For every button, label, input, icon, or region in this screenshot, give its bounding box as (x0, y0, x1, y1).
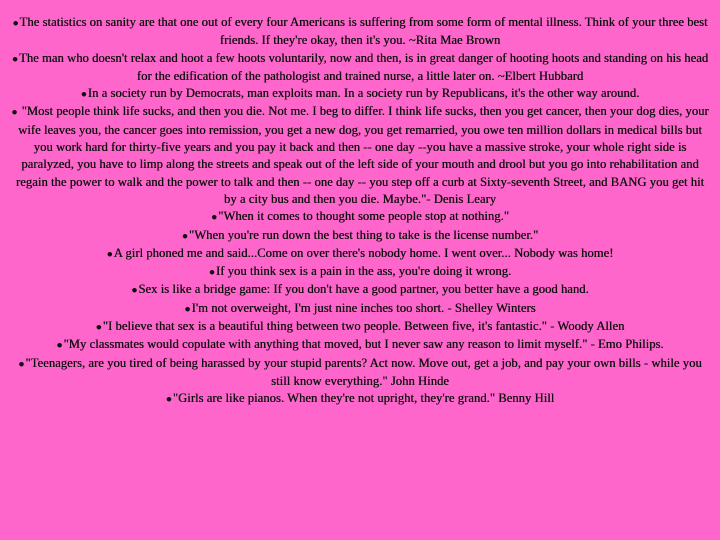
quote-text: If you think sex is a pain in the ass, you're doing it wrong. (215, 264, 512, 279)
bullet-icon: ● (80, 89, 87, 101)
quote-item (8, 245, 712, 263)
quote-text: A girl phoned me and said...Come on over there's nobody home. I went over... Nobody was home! (113, 245, 614, 260)
bullet-icon: ● (11, 107, 18, 119)
quote-text: I'm not overweight, I'm just nine inches too short. - Shelley Winters (191, 300, 536, 315)
quote-text: "Most people think life sucks, and then you die. Not me. I beg to differ. I think life sucks, then you get cancer, then your dog dies, your wife leaves you, the cancer goes into remission, you get a new dog, you get remarried, you owe ten million dollars in medical bills but you work hard for thirty-five years and you pay it back and then -- one day --you have a massive stroke, your whole right side is paralyzed, you have to limp along the streets and speak out of the left side of your mouth and drool but you go into rehabilitation and regain the power to walk and the power to talk and then -- one day -- you step off a curb at Sixty-seventh Street, and BANG you get hit by a city bus and then you die. Maybe."- Denis Leary (15, 104, 709, 206)
quote-text: "Teenagers, are you tired of being harassed by your stupid parents? Act now. Move out, get a job, and pay your own bills - while you still know everything." John Hinde (25, 355, 702, 388)
quote-text: "Girls are like pianos. When they're not upright, they're grand." Benny Hill (172, 391, 555, 406)
bullet-icon: ● (11, 53, 18, 65)
bullet-icon: ● (131, 285, 138, 297)
quote-text: The man who doesn't relax and hoot a few hoots voluntarily, now and then, is in great danger of hooting hoots and standing on his head for the edification of the pathologist and trained nurse, a little later on. ~Elbert Hubbard (18, 50, 709, 83)
bullet-icon: ● (208, 267, 215, 279)
bullet-icon: ● (165, 394, 172, 406)
quote-text: "When it comes to thought some people stop at nothing." (218, 209, 509, 224)
quote-item (8, 227, 712, 245)
quote-item (8, 355, 712, 391)
bullet-icon: ● (18, 358, 25, 370)
quote-item (8, 263, 712, 281)
quote-item (8, 85, 712, 103)
bullet-icon: ● (181, 230, 188, 242)
quote-item (8, 300, 712, 318)
quote-text: Sex is like a bridge game: If you don't have a good partner, you better have a good hand. (138, 282, 589, 297)
quote-item (8, 103, 712, 208)
quote-item (8, 208, 712, 226)
quote-item (8, 281, 712, 299)
quote-text: "I believe that sex is a beautiful thing between two people. Between five, it's fantastic." - Woody Allen (102, 319, 625, 334)
bullet-icon: ● (95, 322, 102, 334)
bullet-icon: ● (106, 248, 113, 260)
quote-item (8, 50, 712, 86)
bullet-icon: ● (184, 303, 191, 315)
quotes-document (8, 14, 712, 409)
quote-item (8, 14, 712, 50)
quote-item (8, 336, 712, 354)
quote-text: In a society run by Democrats, man exploits man. In a society run by Republicans, it's the other way around. (87, 86, 640, 101)
quote-text: The statistics on sanity are that one out of every four Americans is suffering from some form of mental illness. Think of your three best friends. If they're okay, then it's you. ~Rita Mae Brown (19, 15, 708, 48)
quote-text: "My classmates would copulate with anything that moved, but I never saw any reason to limit myself." - Emo Philips. (63, 337, 664, 352)
bullet-icon: ● (56, 340, 63, 352)
bullet-icon: ● (12, 18, 19, 29)
quote-item (8, 318, 712, 336)
bullet-icon: ● (211, 212, 218, 224)
quote-item (8, 390, 712, 408)
quote-text: "When you're run down the best thing to take is the license number." (188, 227, 539, 242)
